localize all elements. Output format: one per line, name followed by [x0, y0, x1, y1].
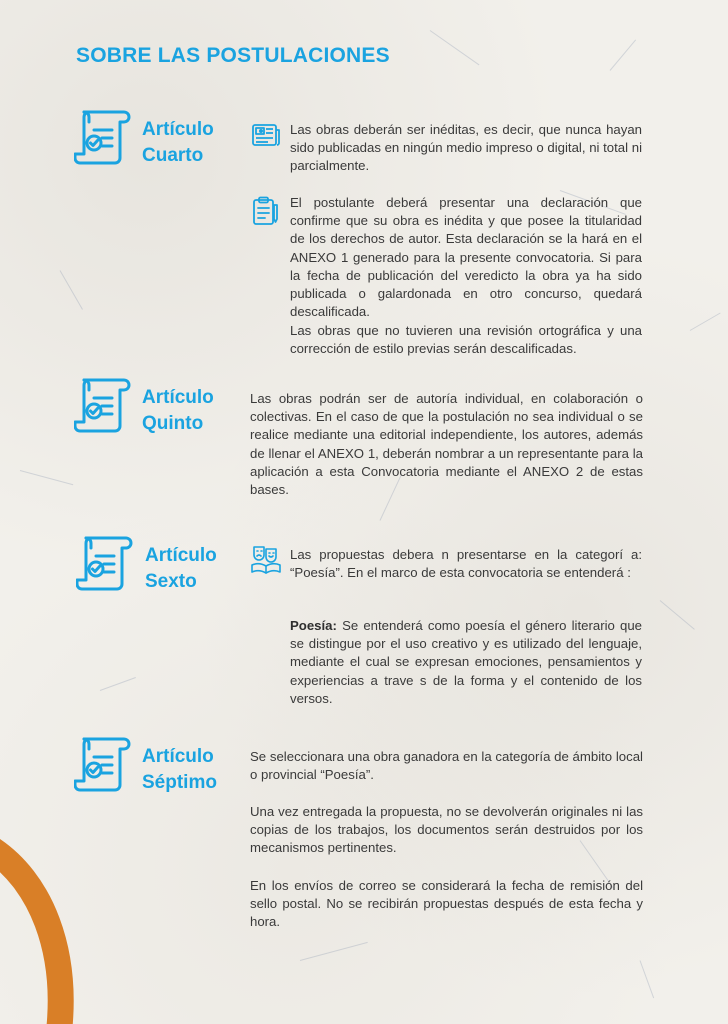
article-quinto-paragraph-1: Las obras podrán ser de autoría individual, en colaboración o colectivas. En el caso de que la postulación no sea individual o se realice mediante una editorial independiente, los autores, además de llenar el ANEXO 1, deberán nombrar a un representante para la aplicación a esta Convocatoria mediante el ANEXO 2 de estas bases. [250, 391, 643, 498]
article-title-sexto: Artículo Sexto [145, 545, 217, 592]
theater-masks-book-icon [250, 543, 282, 575]
article-cuarto-paragraph-2: El postulante deberá presentar una declaración que confirme que su obra es inédita y que posee la titularidad de los derechos de autor. Esta declaración se la hará en el ANEXO 1 generado para la presente convocatoria. Si para la fecha de publicación del veredicto la obra ya ha sido publicada o galardonada en otro concurso, quedará descalificada. [290, 195, 642, 320]
document-check-icon [74, 735, 132, 793]
article-title-septimo: Artículo Séptimo [142, 746, 217, 793]
article-sexto-paragraph-2 [290, 617, 642, 708]
article-title-cuarto: Artículo Cuarto [142, 119, 214, 166]
article-septimo-paragraph-3: En los envíos de correo se considerará la fecha de remisión del sello postal. No se recibirán propuestas después de esta fecha y hora. [250, 878, 643, 930]
article-cuarto-paragraph-1: Las obras deberán ser inéditas, es decir, que nunca hayan sido publicadas en ningún medio impreso o digital, ni total ni parcialmente. [290, 122, 642, 174]
page-title: SOBRE LAS POSTULACIONES [76, 44, 390, 67]
article-cuarto-paragraph-3: Las obras que no tuvieren una revisión ortográfica y una corrección de estilo previas serán descalificadas. [290, 323, 642, 357]
article-septimo-paragraph-2: Una vez entregada la propuesta, no se devolverán originales ni las copias de los trabajos, los documentos serán destruidos por los mecanismos pertinentes. [250, 804, 643, 856]
article-title-quinto: Artículo Quinto [142, 387, 214, 434]
article-sexto-paragraph-1: Las propuestas debera n presentarse en la categorí a: “Poesía”. En el marco de esta convocatoria se entenderá : [290, 547, 642, 581]
document-check-icon [74, 376, 132, 434]
document-check-icon [76, 534, 134, 592]
newspaper-icon [250, 120, 282, 152]
poesia-term: Poesía: [290, 618, 337, 633]
clipboard-pen-icon [250, 195, 282, 227]
poesia-definition: Se entenderá como poesía el género literario que se distingue por el uso creativo y es utilizado del lenguaje, mediante el cual se expresan emociones, pensamientos y experiencias a trave s de la forma y el contenido de los versos. [290, 618, 642, 706]
document-check-icon [74, 108, 132, 166]
article-septimo-paragraph-1: Se seleccionara una obra ganadora en la categoría de ámbito local o provincial “Poesía”. [250, 749, 643, 783]
